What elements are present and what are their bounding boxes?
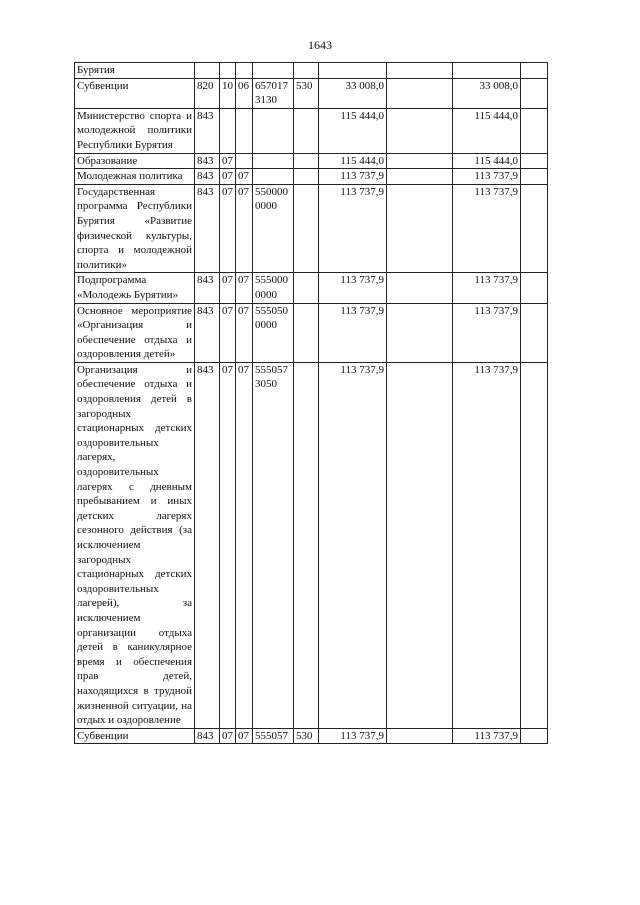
amount-empty-last xyxy=(521,303,548,362)
code-razdel: 07 xyxy=(220,153,236,169)
amount-1: 33 008,0 xyxy=(319,78,387,108)
code-csr xyxy=(253,169,294,185)
table-row xyxy=(75,108,548,153)
code-razdel: 10 xyxy=(220,78,236,108)
code-razdel xyxy=(220,63,236,79)
code-vedomstvo: 843 xyxy=(195,362,220,728)
amount-2: 115 444,0 xyxy=(453,108,521,153)
code-vr xyxy=(294,362,319,728)
row-name: Основное мероприятие «Организация и обеспечение отдыха и оздоровления детей» xyxy=(75,303,195,362)
amount-1: 115 444,0 xyxy=(319,108,387,153)
amount-2: 113 737,9 xyxy=(453,303,521,362)
row-name: Государственная программа Республики Бурятия «Развитие физической культуры, спорта и молодежной политики» xyxy=(75,184,195,273)
amount-2: 113 737,9 xyxy=(453,728,521,744)
code-csr: 550000 0000 xyxy=(253,184,294,273)
amount-empty-last xyxy=(521,184,548,273)
amount-2: 113 737,9 xyxy=(453,362,521,728)
code-vr xyxy=(294,273,319,303)
code-vedomstvo: 843 xyxy=(195,303,220,362)
code-vr xyxy=(294,303,319,362)
code-vedomstvo: 843 xyxy=(195,169,220,185)
code-vedomstvo xyxy=(195,63,220,79)
amount-empty-last xyxy=(521,728,548,744)
code-razdel: 07 xyxy=(220,184,236,273)
code-vedomstvo: 843 xyxy=(195,728,220,744)
amount-empty xyxy=(387,108,453,153)
row-name: Субвенции xyxy=(75,78,195,108)
amount-empty xyxy=(387,169,453,185)
amount-empty xyxy=(387,153,453,169)
code-vr xyxy=(294,184,319,273)
code-csr: 555057 xyxy=(253,728,294,744)
row-name: Образование xyxy=(75,153,195,169)
code-podrazdel: 07 xyxy=(236,303,253,362)
code-podrazdel: 07 xyxy=(236,273,253,303)
code-vedomstvo: 843 xyxy=(195,273,220,303)
code-podrazdel xyxy=(236,153,253,169)
code-podrazdel: 06 xyxy=(236,78,253,108)
amount-empty xyxy=(387,273,453,303)
amount-empty xyxy=(387,362,453,728)
amount-2: 113 737,9 xyxy=(453,273,521,303)
code-vr xyxy=(294,108,319,153)
amount-1: 113 737,9 xyxy=(319,728,387,744)
amount-empty-last xyxy=(521,273,548,303)
amount-1: 113 737,9 xyxy=(319,303,387,362)
table-row xyxy=(75,303,548,362)
code-podrazdel: 07 xyxy=(236,169,253,185)
page-number: 1643 xyxy=(308,38,332,52)
code-podrazdel: 07 xyxy=(236,362,253,728)
table-row xyxy=(75,169,548,185)
amount-2: 33 008,0 xyxy=(453,78,521,108)
amount-empty-last xyxy=(521,169,548,185)
amount-2: 113 737,9 xyxy=(453,184,521,273)
table-row xyxy=(75,728,548,744)
code-podrazdel xyxy=(236,108,253,153)
code-razdel: 07 xyxy=(220,362,236,728)
row-name: Организация и обеспечение отдыха и оздоровления детей в загородных стационарных детских оздоровительных лагерях, оздоровительных лагерях с дневным пребыванием и иных детских лагерях сезонного действия (за исключением загородных стационарных детских оздоровительных лагерей), за исключением организации отдыха детей в каникулярное время и обеспечения прав детей, находящихся в трудной жизненной ситуации, на отдых и оздоровление xyxy=(75,362,195,728)
code-podrazdel: 07 xyxy=(236,728,253,744)
row-name: Молодежная политика xyxy=(75,169,195,185)
code-csr xyxy=(253,153,294,169)
code-csr: 657017 3130 xyxy=(253,78,294,108)
row-name: Подпрограмма «Молодежь Бурятии» xyxy=(75,273,195,303)
code-vedomstvo: 843 xyxy=(195,184,220,273)
amount-1 xyxy=(319,63,387,79)
table-row xyxy=(75,273,548,303)
amount-empty-last xyxy=(521,78,548,108)
code-podrazdel: 07 xyxy=(236,184,253,273)
code-razdel: 07 xyxy=(220,728,236,744)
code-vedomstvo: 843 xyxy=(195,153,220,169)
code-razdel xyxy=(220,108,236,153)
row-name: Бурятия xyxy=(75,63,195,79)
row-name: Субвенции xyxy=(75,728,195,744)
code-razdel: 07 xyxy=(220,169,236,185)
code-razdel: 07 xyxy=(220,303,236,362)
amount-empty xyxy=(387,728,453,744)
code-vedomstvo: 843 xyxy=(195,108,220,153)
table-row xyxy=(75,362,548,728)
amount-1: 113 737,9 xyxy=(319,169,387,185)
code-csr: 555050 0000 xyxy=(253,303,294,362)
amount-1: 113 737,9 xyxy=(319,273,387,303)
amount-empty-last xyxy=(521,362,548,728)
code-razdel: 07 xyxy=(220,273,236,303)
table-row xyxy=(75,63,548,79)
code-vedomstvo: 820 xyxy=(195,78,220,108)
code-vr xyxy=(294,63,319,79)
amount-empty xyxy=(387,303,453,362)
amount-empty xyxy=(387,63,453,79)
amount-empty-last xyxy=(521,153,548,169)
amount-empty-last xyxy=(521,63,548,79)
row-name: Министерство спорта и молодежной политики Республики Бурятия xyxy=(75,108,195,153)
code-csr xyxy=(253,63,294,79)
code-podrazdel xyxy=(236,63,253,79)
table-row xyxy=(75,78,548,108)
amount-1: 113 737,9 xyxy=(319,184,387,273)
amount-2 xyxy=(453,63,521,79)
table-row xyxy=(75,153,548,169)
code-vr: 530 xyxy=(294,78,319,108)
amount-empty xyxy=(387,78,453,108)
code-vr xyxy=(294,153,319,169)
amount-2: 113 737,9 xyxy=(453,169,521,185)
amount-empty-last xyxy=(521,108,548,153)
budget-table xyxy=(74,62,548,744)
code-csr: 555057 3050 xyxy=(253,362,294,728)
table-row xyxy=(75,184,548,273)
amount-1: 115 444,0 xyxy=(319,153,387,169)
code-csr: 555000 0000 xyxy=(253,273,294,303)
amount-empty xyxy=(387,184,453,273)
amount-1: 113 737,9 xyxy=(319,362,387,728)
amount-2: 115 444,0 xyxy=(453,153,521,169)
code-vr: 530 xyxy=(294,728,319,744)
code-vr xyxy=(294,169,319,185)
code-csr xyxy=(253,108,294,153)
